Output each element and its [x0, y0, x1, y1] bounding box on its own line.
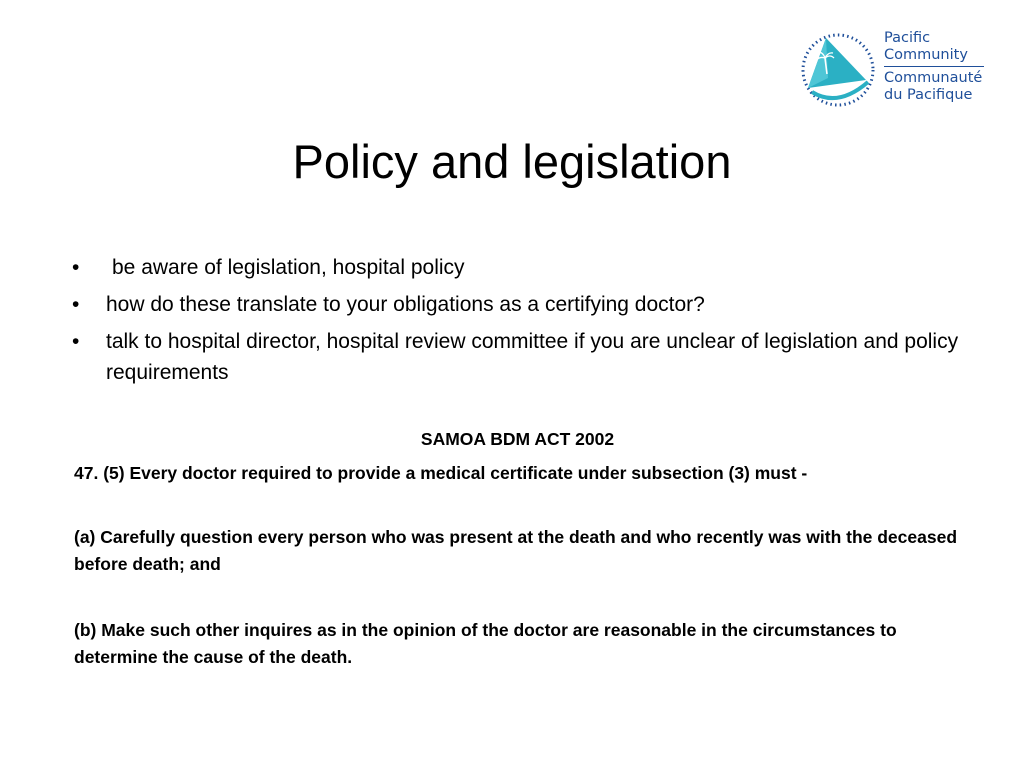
logo-line-pacific: Pacific: [884, 30, 931, 46]
act-section: 47. (5) Every doctor required to provide a medical certificate under subsection (3) must -: [74, 463, 808, 483]
pacific-community-logo: [798, 28, 988, 112]
logo-line-community: Community: [884, 47, 968, 63]
slide-title: Policy and legislation: [292, 135, 732, 188]
bullet-text: how do these translate to your obligations as a certifying doctor?: [106, 293, 705, 316]
act-heading: SAMOA BDM ACT 2002: [420, 429, 615, 449]
act-clause-a: (a) Carefully question every person who was present at the death and who recently was with the deceased before death; and: [74, 527, 958, 574]
bullet-text: be aware of legislation, hospital policy: [112, 256, 465, 279]
bullet-list: [72, 252, 972, 394]
bullet-icon: •: [72, 330, 80, 353]
bullet-item: [72, 326, 972, 388]
logo-divider: [884, 66, 984, 67]
pacific-community-emblem-icon: [798, 30, 878, 110]
logo-line-communaute: Communauté: [884, 70, 983, 86]
logo-text: [884, 30, 988, 104]
bullet-item: [72, 252, 972, 283]
bullet-item: [72, 289, 972, 320]
bullet-icon: •: [72, 256, 80, 279]
bullet-icon: •: [72, 293, 80, 316]
act-clause-b: (b) Make such other inquires as in the opinion of the doctor are reasonable in the circumstances to determine the cause of the death.: [74, 620, 897, 667]
logo-line-du-pacifique: du Pacifique: [884, 87, 973, 103]
bullet-text: talk to hospital director, hospital review committee if you are unclear of legislation and policy requirements: [106, 330, 959, 384]
